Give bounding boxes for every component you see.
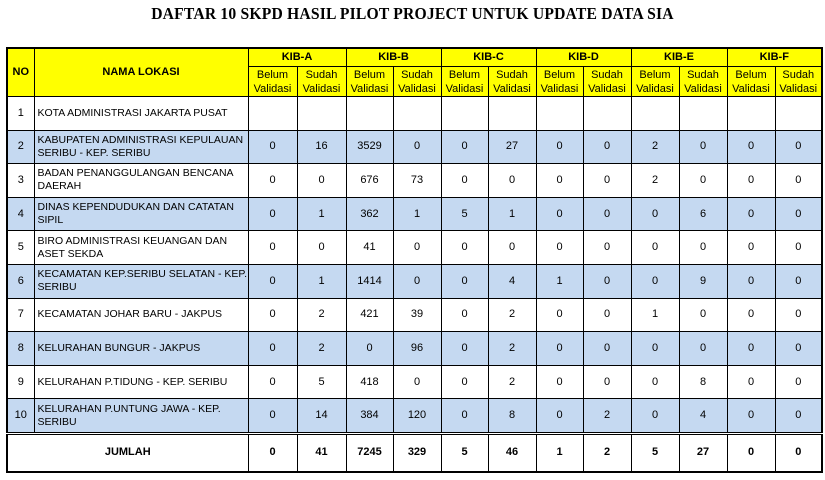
row-value-cell: 0 xyxy=(248,365,297,399)
row-number: 5 xyxy=(7,231,34,265)
row-value-cell: 3529 xyxy=(346,130,393,164)
row-value-cell: 0 xyxy=(727,197,775,231)
page-title: DAFTAR 10 SKPD HASIL PILOT PROJECT UNTUK UPDATE DATA SIA xyxy=(151,4,674,23)
row-value-cell: 0 xyxy=(727,332,775,366)
row-value-cell: 0 xyxy=(248,298,297,332)
row-value-cell: 0 xyxy=(775,365,822,399)
row-value-cell: 0 xyxy=(727,164,775,198)
header-sub-kib-d-sudah: Sudah Validasi xyxy=(583,67,631,97)
row-value-cell: 0 xyxy=(441,231,488,265)
header-sub-kib-b-sudah: Sudah Validasi xyxy=(393,67,441,97)
row-value-cell: 0 xyxy=(775,130,822,164)
row-value-cell: 421 xyxy=(346,298,393,332)
row-value-cell: 0 xyxy=(727,365,775,399)
row-value-cell: 0 xyxy=(248,264,297,298)
row-value-cell: 8 xyxy=(488,399,536,434)
header-group-kib-d: KIB-D xyxy=(536,48,631,67)
row-number: 2 xyxy=(7,130,34,164)
row-value-cell: 0 xyxy=(679,332,727,366)
row-number: 8 xyxy=(7,332,34,366)
footer-total-cell: 329 xyxy=(393,433,441,472)
footer-total-cell: 5 xyxy=(441,433,488,472)
header-sub-kib-c-belum: Belum Validasi xyxy=(441,67,488,97)
row-value-cell: 0 xyxy=(775,399,822,434)
header-nama-lokasi: NAMA LOKASI xyxy=(34,48,248,97)
row-value-cell: 2 xyxy=(631,130,679,164)
row-value-cell: 16 xyxy=(297,130,346,164)
row-value-cell: 0 xyxy=(441,164,488,198)
row-value-cell xyxy=(679,97,727,131)
row-value-cell: 0 xyxy=(679,298,727,332)
data-table xyxy=(6,47,823,473)
row-value-cell: 0 xyxy=(679,130,727,164)
row-value-cell xyxy=(631,97,679,131)
row-value-cell: 0 xyxy=(536,130,583,164)
row-value-cell: 0 xyxy=(248,231,297,265)
row-location-name: BIRO ADMINISTRASI KEUANGAN DAN ASET SEKDA xyxy=(34,231,248,265)
header-sub-kib-f-sudah: Sudah Validasi xyxy=(775,67,822,97)
row-value-cell: 8 xyxy=(679,365,727,399)
row-value-cell: 0 xyxy=(536,365,583,399)
row-value-cell: 0 xyxy=(441,332,488,366)
row-value-cell: 2 xyxy=(297,332,346,366)
row-value-cell: 0 xyxy=(583,130,631,164)
footer-total-cell: 46 xyxy=(488,433,536,472)
row-value-cell: 0 xyxy=(536,197,583,231)
header-sub-kib-e-belum: Belum Validasi xyxy=(631,67,679,97)
row-value-cell: 2 xyxy=(583,399,631,434)
header-group-kib-f: KIB-F xyxy=(727,48,822,67)
header-group-kib-a: KIB-A xyxy=(248,48,346,67)
row-value-cell: 0 xyxy=(727,130,775,164)
row-value-cell: 0 xyxy=(297,164,346,198)
footer-total-cell: 0 xyxy=(775,433,822,472)
row-value-cell xyxy=(727,97,775,131)
row-value-cell: 0 xyxy=(727,399,775,434)
row-value-cell: 120 xyxy=(393,399,441,434)
row-value-cell: 1 xyxy=(536,264,583,298)
table-row xyxy=(7,130,822,164)
footer-total-cell: 27 xyxy=(679,433,727,472)
row-value-cell xyxy=(346,97,393,131)
row-value-cell: 0 xyxy=(679,164,727,198)
row-value-cell xyxy=(297,97,346,131)
row-value-cell: 27 xyxy=(488,130,536,164)
row-value-cell: 0 xyxy=(488,231,536,265)
row-value-cell xyxy=(488,97,536,131)
row-value-cell: 0 xyxy=(631,399,679,434)
row-location-name: KOTA ADMINISTRASI JAKARTA PUSAT xyxy=(34,97,248,131)
row-value-cell: 0 xyxy=(583,197,631,231)
footer-total-cell: 1 xyxy=(536,433,583,472)
row-value-cell: 9 xyxy=(679,264,727,298)
row-number: 9 xyxy=(7,365,34,399)
row-value-cell: 0 xyxy=(775,164,822,198)
row-value-cell: 362 xyxy=(346,197,393,231)
footer-total-cell: 5 xyxy=(631,433,679,472)
row-value-cell: 0 xyxy=(441,399,488,434)
footer-total-cell: 0 xyxy=(248,433,297,472)
row-value-cell: 676 xyxy=(346,164,393,198)
row-value-cell: 5 xyxy=(441,197,488,231)
row-value-cell: 0 xyxy=(775,298,822,332)
row-location-name: BADAN PENANGGULANGAN BENCANA DAERAH xyxy=(34,164,248,198)
row-value-cell: 0 xyxy=(536,298,583,332)
row-value-cell: 0 xyxy=(631,231,679,265)
row-value-cell xyxy=(393,97,441,131)
header-sub-kib-a-sudah: Sudah Validasi xyxy=(297,67,346,97)
row-value-cell: 1414 xyxy=(346,264,393,298)
row-value-cell: 0 xyxy=(346,332,393,366)
row-value-cell: 41 xyxy=(346,231,393,265)
row-value-cell: 0 xyxy=(727,231,775,265)
row-value-cell: 0 xyxy=(441,264,488,298)
row-value-cell: 2 xyxy=(297,298,346,332)
row-value-cell: 0 xyxy=(775,197,822,231)
row-value-cell: 0 xyxy=(536,399,583,434)
row-value-cell: 0 xyxy=(583,264,631,298)
row-value-cell: 0 xyxy=(727,264,775,298)
row-value-cell: 0 xyxy=(679,231,727,265)
row-location-name: KECAMATAN KEP.SERIBU SELATAN - KEP. SERIBU xyxy=(34,264,248,298)
table-row xyxy=(7,97,822,131)
row-value-cell: 1 xyxy=(488,197,536,231)
row-value-cell: 0 xyxy=(583,298,631,332)
table-row xyxy=(7,197,822,231)
row-value-cell: 0 xyxy=(536,332,583,366)
header-sub-kib-e-sudah: Sudah Validasi xyxy=(679,67,727,97)
row-value-cell: 0 xyxy=(631,197,679,231)
row-value-cell: 418 xyxy=(346,365,393,399)
row-value-cell: 0 xyxy=(727,298,775,332)
header-sub-kib-c-sudah: Sudah Validasi xyxy=(488,67,536,97)
row-value-cell: 0 xyxy=(441,298,488,332)
row-location-name: KELURAHAN BUNGUR - JAKPUS xyxy=(34,332,248,366)
row-value-cell: 0 xyxy=(775,231,822,265)
row-value-cell: 0 xyxy=(583,231,631,265)
row-value-cell xyxy=(775,97,822,131)
row-value-cell: 0 xyxy=(441,365,488,399)
table-row xyxy=(7,231,822,265)
row-number: 7 xyxy=(7,298,34,332)
row-number: 10 xyxy=(7,399,34,434)
row-value-cell: 0 xyxy=(631,365,679,399)
row-value-cell: 0 xyxy=(631,264,679,298)
header-group-kib-e: KIB-E xyxy=(631,48,727,67)
row-location-name: KECAMATAN JOHAR BARU - JAKPUS xyxy=(34,298,248,332)
row-value-cell: 96 xyxy=(393,332,441,366)
header-group-kib-c: KIB-C xyxy=(441,48,536,67)
row-value-cell: 39 xyxy=(393,298,441,332)
table-row xyxy=(7,365,822,399)
row-location-name: DINAS KEPENDUDUKAN DAN CATATAN SIPIL xyxy=(34,197,248,231)
row-value-cell: 2 xyxy=(488,298,536,332)
table-row xyxy=(7,399,822,434)
row-location-name: KELURAHAN P.UNTUNG JAWA - KEP. SERIBU xyxy=(34,399,248,434)
row-value-cell: 0 xyxy=(631,332,679,366)
row-value-cell: 0 xyxy=(441,130,488,164)
row-value-cell: 6 xyxy=(679,197,727,231)
footer-total-cell: 0 xyxy=(727,433,775,472)
row-value-cell: 0 xyxy=(583,164,631,198)
row-value-cell: 0 xyxy=(393,130,441,164)
row-location-name: KELURAHAN P.TIDUNG - KEP. SERIBU xyxy=(34,365,248,399)
footer-total-cell: 7245 xyxy=(346,433,393,472)
footer-total-cell: 2 xyxy=(583,433,631,472)
row-value-cell xyxy=(248,97,297,131)
row-value-cell: 0 xyxy=(393,231,441,265)
row-value-cell: 5 xyxy=(297,365,346,399)
row-value-cell: 0 xyxy=(393,365,441,399)
row-value-cell: 73 xyxy=(393,164,441,198)
row-value-cell: 384 xyxy=(346,399,393,434)
row-number: 1 xyxy=(7,97,34,131)
row-number: 3 xyxy=(7,164,34,198)
row-value-cell: 4 xyxy=(488,264,536,298)
row-value-cell: 0 xyxy=(393,264,441,298)
header-no: NO xyxy=(7,48,34,97)
header-sub-kib-f-belum: Belum Validasi xyxy=(727,67,775,97)
row-value-cell: 0 xyxy=(583,365,631,399)
header-sub-kib-a-belum: Belum Validasi xyxy=(248,67,297,97)
table-row xyxy=(7,332,822,366)
row-value-cell xyxy=(441,97,488,131)
row-number: 4 xyxy=(7,197,34,231)
row-value-cell xyxy=(583,97,631,131)
row-location-name: KABUPATEN ADMINISTRASI KEPULAUAN SERIBU - KEP. SERIBU xyxy=(34,130,248,164)
row-value-cell: 1 xyxy=(393,197,441,231)
row-value-cell xyxy=(536,97,583,131)
row-value-cell: 0 xyxy=(775,264,822,298)
row-value-cell: 4 xyxy=(679,399,727,434)
footer-total-cell: 41 xyxy=(297,433,346,472)
row-value-cell: 0 xyxy=(297,231,346,265)
table-row xyxy=(7,164,822,198)
header-group-kib-b: KIB-B xyxy=(346,48,441,67)
row-value-cell: 1 xyxy=(297,264,346,298)
row-value-cell: 0 xyxy=(536,231,583,265)
row-number: 6 xyxy=(7,264,34,298)
table-row xyxy=(7,264,822,298)
row-value-cell: 2 xyxy=(488,332,536,366)
row-value-cell: 0 xyxy=(248,399,297,434)
row-value-cell: 0 xyxy=(248,164,297,198)
row-value-cell: 14 xyxy=(297,399,346,434)
header-sub-kib-b-belum: Belum Validasi xyxy=(346,67,393,97)
row-value-cell: 2 xyxy=(631,164,679,198)
footer-jumlah-label: JUMLAH xyxy=(7,433,248,472)
row-value-cell: 1 xyxy=(631,298,679,332)
row-value-cell: 0 xyxy=(248,332,297,366)
row-value-cell: 0 xyxy=(583,332,631,366)
row-value-cell: 2 xyxy=(488,365,536,399)
row-value-cell: 0 xyxy=(248,197,297,231)
row-value-cell: 0 xyxy=(536,164,583,198)
header-sub-kib-d-belum: Belum Validasi xyxy=(536,67,583,97)
row-value-cell: 1 xyxy=(297,197,346,231)
table-row xyxy=(7,298,822,332)
row-value-cell: 0 xyxy=(488,164,536,198)
row-value-cell: 0 xyxy=(248,130,297,164)
row-value-cell: 0 xyxy=(775,332,822,366)
